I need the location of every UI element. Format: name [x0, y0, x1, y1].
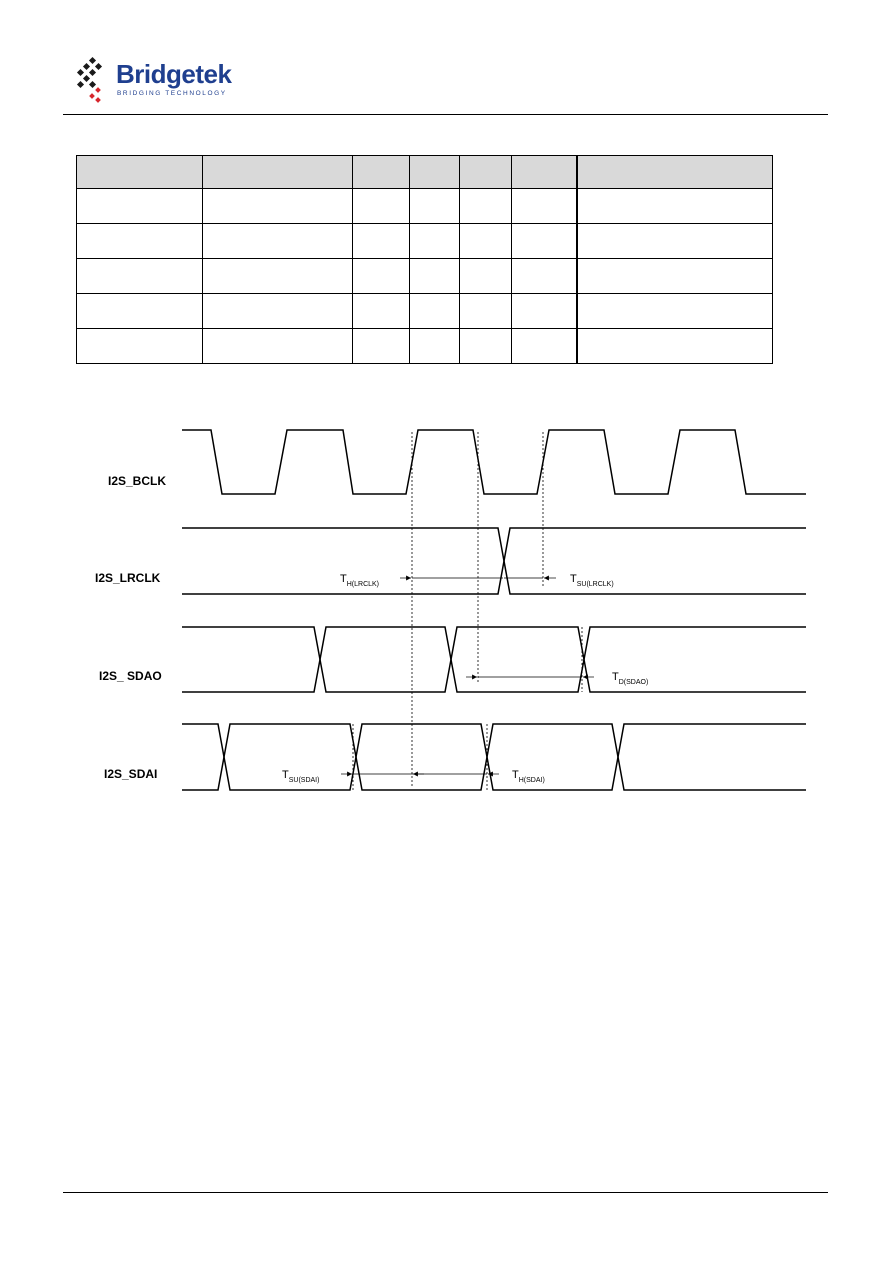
company-logo — [76, 56, 246, 106]
table-cell — [460, 294, 512, 329]
table-cell — [353, 259, 410, 294]
table-cell — [353, 294, 410, 329]
table-row — [77, 224, 773, 259]
table-cell — [460, 189, 512, 224]
table-header-cell — [577, 156, 773, 189]
table-cell — [203, 294, 353, 329]
i2s-timing-diagram — [76, 410, 816, 810]
table-cell — [410, 329, 460, 364]
table-cell — [460, 224, 512, 259]
table-cell — [460, 259, 512, 294]
annotation-tsu-lrclk: $T_{SU(LRCLK)}$ — [570, 573, 614, 588]
footer-divider — [63, 1192, 828, 1193]
lrclk-waveform — [182, 528, 806, 594]
signal-label-lrclk: I2S_LRCLK — [95, 571, 161, 585]
table-row — [77, 189, 773, 224]
brand-tagline: BRIDGING TECHNOLOGY — [117, 90, 227, 97]
table-header-row — [77, 156, 773, 189]
sdao-waveform — [182, 627, 806, 692]
table-cell — [577, 294, 773, 329]
table-row — [77, 259, 773, 294]
header-divider — [63, 114, 828, 115]
table-cell — [77, 224, 203, 259]
table-header-cell — [203, 156, 353, 189]
table-cell — [77, 329, 203, 364]
signal-label-sdao: I2S_ SDAO — [99, 669, 162, 683]
table-cell — [512, 224, 578, 259]
signal-label-sdai: I2S_SDAI — [104, 767, 158, 781]
brand-name: Bridgetek — [116, 59, 232, 89]
table-cell — [460, 329, 512, 364]
table-cell — [410, 294, 460, 329]
table-header-cell — [353, 156, 410, 189]
timing-dimension-lines — [341, 578, 594, 774]
table-header-cell — [460, 156, 512, 189]
table-cell — [203, 259, 353, 294]
table-cell — [512, 189, 578, 224]
table-cell — [410, 259, 460, 294]
annotation-th-lrclk: $T_{H(LRCLK)}$ — [340, 573, 380, 588]
table-cell — [203, 189, 353, 224]
table-cell — [353, 189, 410, 224]
table-cell — [203, 224, 353, 259]
annotation-tsu-sdai: $T_{SU(SDAI)}$ — [282, 769, 320, 784]
table-row — [77, 294, 773, 329]
table-cell — [77, 259, 203, 294]
signal-label-bclk: I2S_BCLK — [108, 474, 167, 488]
table-header-cell — [77, 156, 203, 189]
timing-parameter-table — [76, 155, 773, 364]
table-cell — [512, 294, 578, 329]
table-header-cell — [512, 156, 578, 189]
table-cell — [577, 189, 773, 224]
table-cell — [203, 329, 353, 364]
reference-lines — [353, 432, 582, 790]
logo-mark-icon — [76, 56, 112, 106]
annotation-td-sdao: $T_{D(SDAO)}$ — [612, 671, 649, 686]
sdai-waveform — [182, 724, 806, 790]
table-header-cell — [410, 156, 460, 189]
table-cell — [512, 259, 578, 294]
table-cell — [577, 259, 773, 294]
table-cell — [353, 329, 410, 364]
bclk-waveform — [182, 430, 806, 494]
table-row — [77, 329, 773, 364]
table-cell — [77, 294, 203, 329]
annotation-th-sdai: $T_{H(SDAI)}$ — [512, 769, 545, 784]
table-cell — [353, 224, 410, 259]
table-cell — [410, 189, 460, 224]
table-cell — [77, 189, 203, 224]
table-cell — [577, 224, 773, 259]
table-cell — [410, 224, 460, 259]
table-cell — [512, 329, 578, 364]
table-cell — [577, 329, 773, 364]
